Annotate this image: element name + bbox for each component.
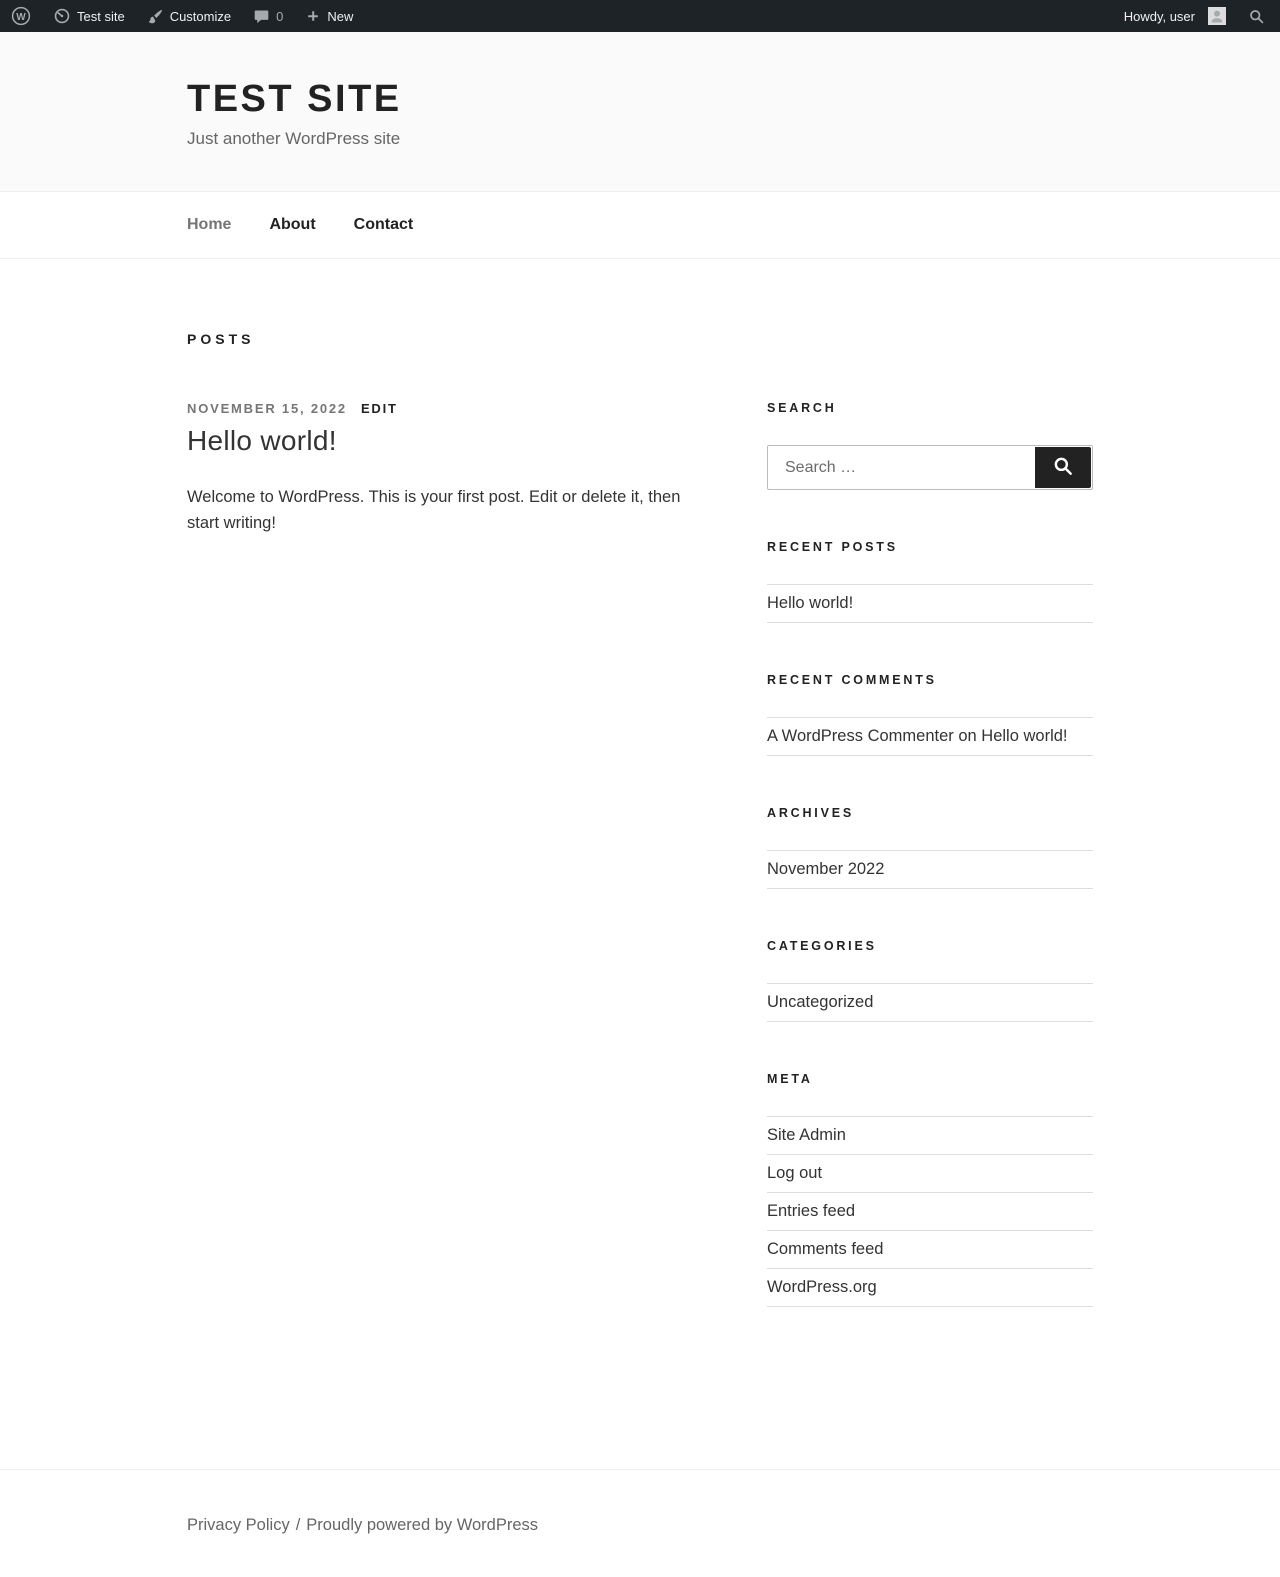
meta-widget (767, 1072, 1093, 1307)
svg-text:W: W (16, 12, 26, 23)
avatar (1208, 7, 1226, 25)
comment-author-link[interactable]: A WordPress Commenter (767, 727, 954, 745)
post-article (187, 401, 712, 553)
meta-entries-feed-link[interactable]: Entries feed (767, 1202, 856, 1220)
search-widget-title: SEARCH (767, 401, 837, 415)
meta-comments-feed-link[interactable]: Comments feed (767, 1240, 884, 1258)
archives-widget (767, 806, 1093, 889)
post-meta (187, 401, 712, 416)
primary-nav (0, 191, 1280, 259)
admin-bar-site-name-label: Test site (77, 8, 125, 24)
meta-wordpress-org-link[interactable]: WordPress.org (767, 1278, 877, 1296)
main-content (0, 259, 1280, 1469)
paintbrush-icon (147, 8, 164, 25)
search-icon (1248, 8, 1265, 25)
nav-item-about[interactable]: About (269, 216, 316, 233)
list-item (767, 1269, 1093, 1307)
admin-bar-new[interactable] (294, 0, 364, 32)
post-body-text: Welcome to WordPress. This is your first post. Edit or delete it, then start writing! (187, 488, 681, 532)
list-item (767, 718, 1093, 756)
admin-bar-site-name[interactable] (42, 0, 136, 32)
search-submit-button[interactable] (1035, 447, 1091, 488)
wordpress-menu-button[interactable] (0, 0, 42, 32)
posts-section-title: POSTS (187, 331, 255, 347)
nav-item-contact[interactable]: Contact (353, 216, 414, 233)
admin-bar-search-button[interactable] (1237, 0, 1276, 32)
list-item (767, 984, 1093, 1022)
admin-bar (0, 0, 1280, 32)
list-item (767, 585, 1093, 623)
nav-item-home[interactable]: Home (187, 216, 232, 233)
meta-title: META (767, 1072, 813, 1086)
meta-log-out-link[interactable]: Log out (767, 1164, 823, 1182)
admin-bar-customize[interactable] (136, 0, 242, 32)
recent-comments-title: RECENT COMMENTS (767, 673, 937, 687)
recent-comments-widget (767, 673, 1093, 756)
archive-link[interactable]: November 2022 (767, 860, 885, 878)
recent-post-link[interactable]: Hello world! (767, 594, 854, 612)
categories-title: CATEGORIES (767, 939, 877, 953)
site-header (0, 32, 1280, 191)
admin-bar-new-label: New (327, 8, 354, 24)
powered-by-link[interactable]: Proudly powered by WordPress (306, 1516, 539, 1534)
post-edit-link[interactable]: EDIT (360, 401, 398, 416)
comment-bubble-icon (253, 8, 270, 25)
sidebar (767, 401, 1093, 1357)
categories-widget (767, 939, 1093, 1022)
category-link[interactable]: Uncategorized (767, 993, 874, 1011)
meta-site-admin-link[interactable]: Site Admin (767, 1126, 846, 1144)
search-icon (1052, 455, 1074, 480)
privacy-policy-link[interactable]: Privacy Policy (187, 1516, 290, 1534)
admin-bar-my-account[interactable] (1113, 0, 1237, 32)
recent-posts-title: RECENT POSTS (767, 540, 898, 554)
list-item (767, 1117, 1093, 1155)
recent-posts-widget (767, 540, 1093, 623)
admin-bar-right (1113, 0, 1280, 32)
admin-bar-left (0, 0, 364, 32)
list-item (767, 1155, 1093, 1193)
site-tagline: Just another WordPress site (187, 129, 401, 148)
admin-bar-comments[interactable] (242, 0, 294, 32)
plus-icon (305, 8, 321, 24)
dashboard-gauge-icon (53, 7, 71, 25)
comment-connector-text: on (953, 727, 982, 745)
list-item (767, 1193, 1093, 1231)
list-item (767, 851, 1093, 889)
footer-separator: / (295, 1516, 301, 1534)
post-title-link[interactable]: Hello world! (187, 425, 337, 456)
post-date-link[interactable]: NOVEMBER 15, 2022 (187, 401, 347, 416)
admin-bar-comments-count: 0 (276, 8, 284, 24)
search-form (767, 445, 1093, 490)
search-widget (767, 401, 1093, 490)
archives-title: ARCHIVES (767, 806, 854, 820)
site-title[interactable]: TEST SITE (187, 78, 402, 120)
site-footer (0, 1469, 1280, 1577)
wordpress-logo-icon (11, 6, 31, 26)
list-item (767, 1231, 1093, 1269)
admin-bar-customize-label: Customize (169, 8, 232, 24)
comment-post-link[interactable]: Hello world! (981, 727, 1068, 745)
admin-bar-howdy-label: Howdy, user (1123, 8, 1195, 24)
